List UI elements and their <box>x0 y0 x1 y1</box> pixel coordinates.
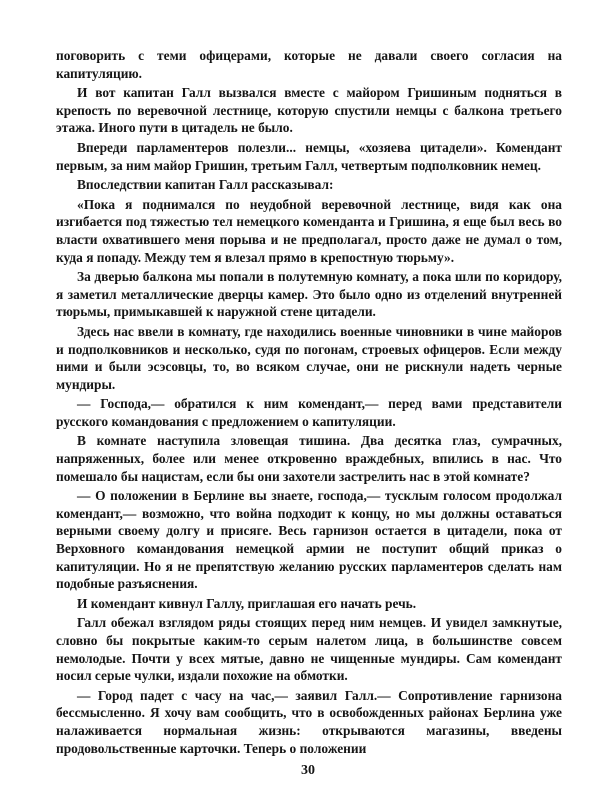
paragraph-7: Здесь нас ввели в комнату, где находились военные чиновники в чине майоров и подполковников и несколько, судя по погонам, строевых офицеров. Если между ними и были эсэсовцы, то, во всяком случае, они не рискнули надеть черные мундиры. <box>56 323 562 392</box>
paragraph-13: — Город падет с часу на час,— заявил Галл.— Сопротивление гарнизона бессмысленно. Я хочу вам сообщить, что в освобожденных районах Берлина уже налаживается нормальная жизнь: открываются магазины, введены продовольственные карточки. Теперь о положении <box>56 687 562 756</box>
paragraph-2: И вот капитан Галл вызвался вместе с майором Гришиным подняться в крепость по веревочной лестнице, которую спустили немцы с балкона третьего этажа. Иного пути в цитадель не было. <box>56 85 562 136</box>
paragraph-5: «Пока я поднимался по неудобной веревочной лестнице, видя как она изгибается под тяжестью тел немецкого коменданта и Гришина, я еще был весь во власти охватившего меня порыва и не предполагал, просто даже не думал о том, куда я попаду. Между тем я влезал прямо в крепостную тюрьму». <box>56 196 562 265</box>
paragraph-11: И комендант кивнул Галлу, приглашая его начать речь. <box>77 595 417 611</box>
paragraph-1: поговорить с теми офицерами, которые не давали своего согласия на капитуляцию. <box>56 48 562 81</box>
paragraph-6: За дверью балкона мы попали в полутемную комнату, а пока шли по коридору, я заметил металлические дверцы камер. Это было одно из отделений внутренней тюрьмы, примыкавшей к наружной стене цитадели. <box>56 269 562 320</box>
paragraph-3: Впереди парламентеров полезли... немцы, «хозяева цитадели». Комендант первым, за ним майор Гришин, третьим Галл, четвертым подполковник немец. <box>56 139 562 173</box>
paragraph-4: Впоследствии капитан Галл рассказывал: <box>77 177 334 193</box>
page-number: 30 <box>301 763 315 778</box>
paragraph-9: В комнате наступила зловещая тишина. Два десятка глаз, сумрачных, напряженных, более или менее откровенно враждебных, впились в нас. Что помешало бы нацистам, если бы они захотели застрелить нас в этой комнате? <box>56 433 562 484</box>
paragraph-8: — Господа,— обратился к ним комендант,— перед вами представители русского командования с предложением о капитуляции. <box>56 396 562 429</box>
paragraph-12: Галл обежал взглядом ряды стоящих перед ним немцев. И увидел замкнутые, словно бы покрытые каким-то серым налетом лица, в большинстве совсем немолодые. Почти у всех мятые, давно не чищенные мундиры. Сам комендант носил серые чулки, издали похожие на обмотки. <box>56 615 562 684</box>
paragraph-10: — О положении в Берлине вы знаете, господа,— тусклым голосом продолжал комендант,— возможно, что война подходит к концу, но мы должны оставаться верными своему долгу и присяге. Весь гарнизон остается в цитадели, пока от Верховного командования немецкой армии не поступит общий приказ о капитуляции. Но я не препятствую желанию русских парламентеров сделать нам подобные разъяснения. <box>56 488 562 592</box>
page-text <box>56 47 562 759</box>
